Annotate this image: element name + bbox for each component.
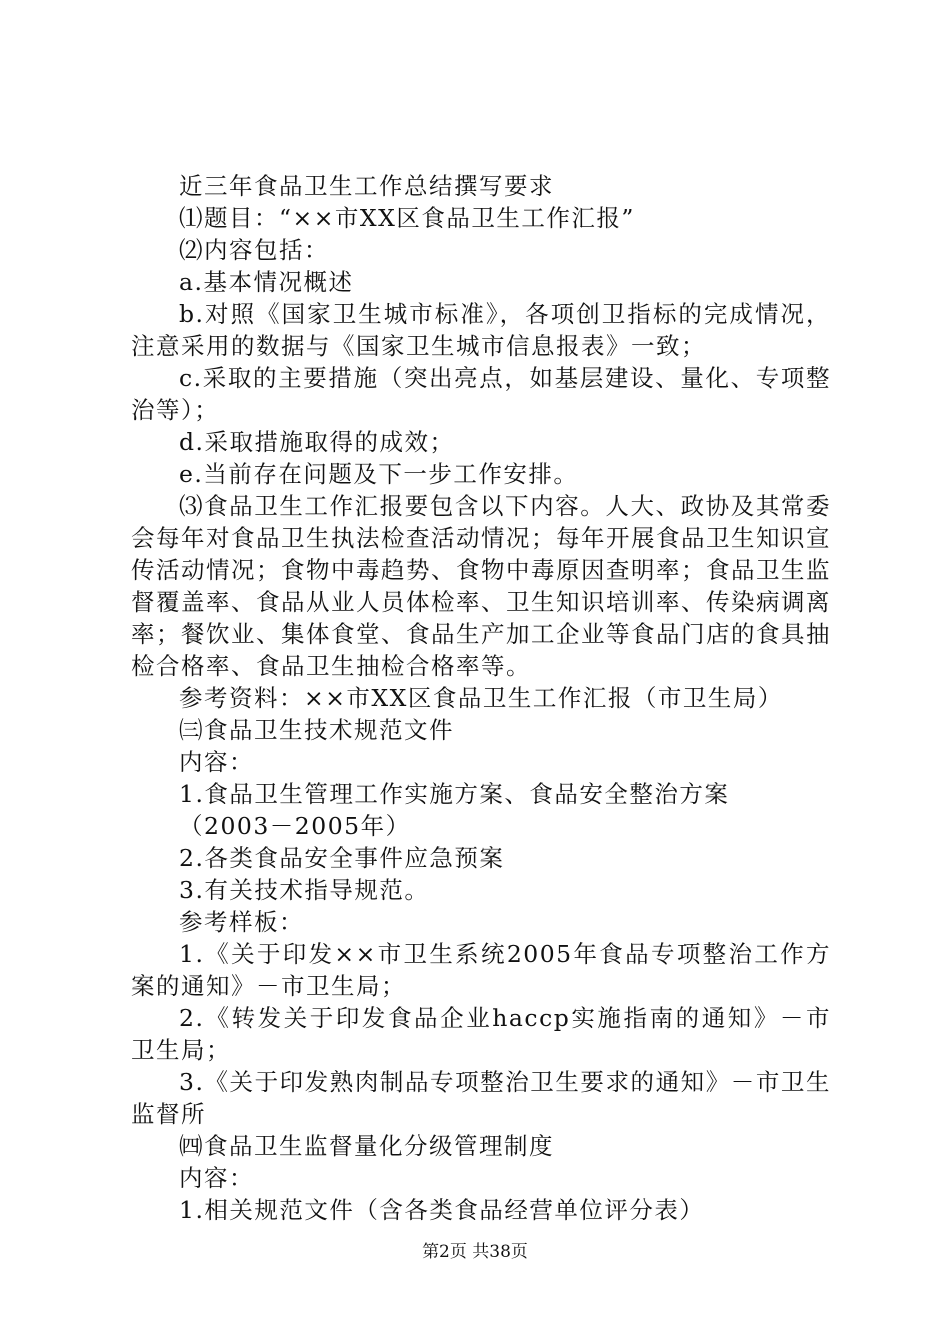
list-item: 3.有关技术指导规范。 xyxy=(179,876,430,904)
page-number: 第2页 共38页 xyxy=(422,1242,528,1262)
list-item: 2.各类食品安全事件应急预案 xyxy=(179,844,505,872)
paragraph-content-label: 内容： xyxy=(179,1164,254,1192)
paragraph-report-contents: ⑶食品卫生工作汇报要包含以下内容。人大、政协及其常委会每年对食品卫生执法检查活动情况；每年开展食品卫生知识宣传活动情况；食物中毒趋势、食物中毒原因查明率；食品卫生监督覆盖率、食品从业人员体检率、卫生知识培训率、传染病调离率；餐饮业、集体食堂、食品生产加工企业等食品门店的食具抽检合格率、食品卫生抽检合格率等。 xyxy=(131,492,831,680)
section-heading-3: ㈢食品卫生技术规范文件 xyxy=(179,716,454,744)
document-body xyxy=(131,170,831,1226)
sample-item: 3.《关于印发熟肉制品专项整治卫生要求的通知》－市卫生监督所 xyxy=(131,1068,831,1128)
paragraph-item-a: a.基本情况概述 xyxy=(179,268,354,296)
paragraph-topic: ⑴题目：“××市XX区食品卫生工作汇报” xyxy=(179,204,635,232)
paragraph-item-b: b.对照《国家卫生城市标准》，各项创卫指标的完成情况，注意采用的数据与《国家卫生城市信息报表》一致； xyxy=(131,300,831,360)
section-heading-4: ㈣食品卫生监督量化分级管理制度 xyxy=(179,1132,554,1160)
paragraph-reference: 参考资料：××市XX区食品卫生工作汇报（市卫生局） xyxy=(179,684,783,712)
paragraph-item-c: c.采取的主要措施（突出亮点，如基层建设、量化、专项整治等）； xyxy=(131,364,831,424)
list-item: 1.相关规范文件（含各类食品经营单位评分表） xyxy=(179,1196,705,1224)
paragraph-sample-label: 参考样板： xyxy=(179,908,304,936)
doc-title: 近三年食品卫生工作总结撰写要求 xyxy=(179,172,554,200)
list-item-continuation: （2003－2005年） xyxy=(179,812,411,840)
paragraph-item-e: e.当前存在问题及下一步工作安排。 xyxy=(179,460,579,488)
sample-item: 2.《转发关于印发食品企业haccp实施指南的通知》－市卫生局； xyxy=(131,1004,831,1064)
sample-item: 1.《关于印发××市卫生系统2005年食品专项整治工作方案的通知》－市卫生局； xyxy=(131,940,831,1000)
list-item: 1.食品卫生管理工作实施方案、食品安全整治方案 xyxy=(179,780,730,808)
paragraph-content-intro: ⑵内容包括： xyxy=(179,236,329,264)
paragraph-content-label: 内容： xyxy=(179,748,254,776)
paragraph-item-d: d.采取措施取得的成效； xyxy=(179,428,455,456)
